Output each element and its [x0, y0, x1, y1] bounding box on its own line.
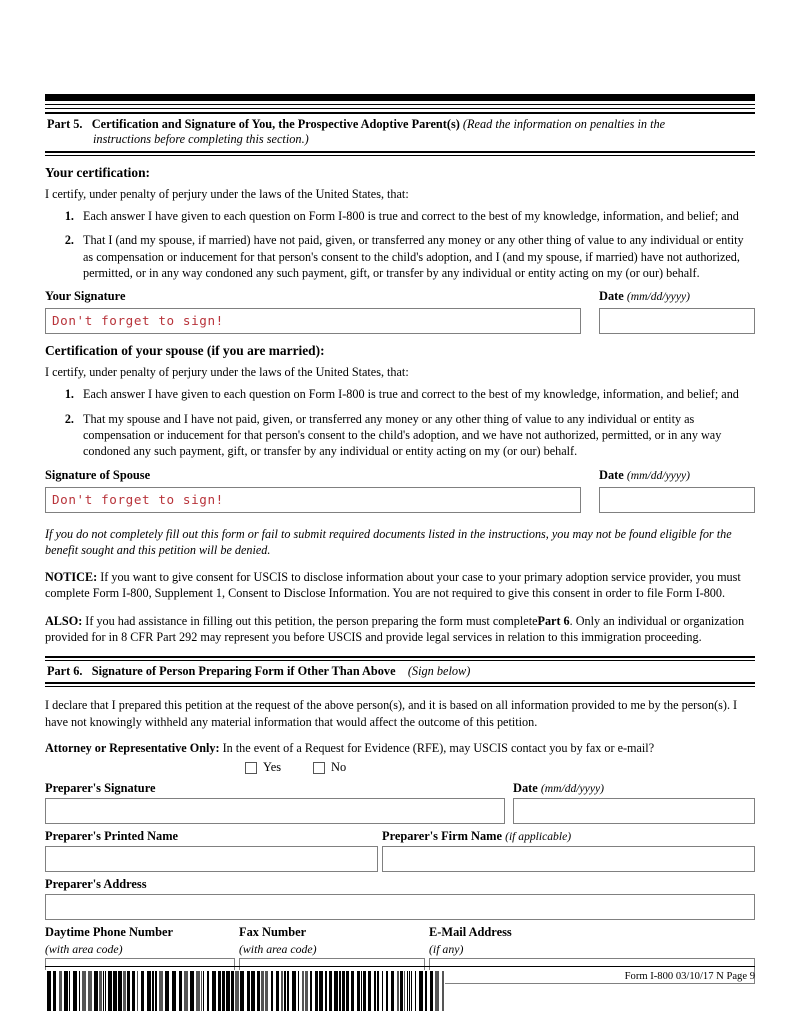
preparer-signature-input[interactable] — [45, 798, 505, 824]
preparer-firm-name-label — [382, 829, 755, 846]
spouse-date-input[interactable] — [599, 487, 755, 513]
preparer-signature-row — [45, 798, 755, 824]
attorney-question-row — [45, 740, 755, 756]
email-note: (if any) — [429, 941, 464, 956]
preparer-name-row — [45, 846, 755, 872]
part5-header-underline — [45, 151, 755, 156]
incomplete-warning: If you do not completely fill out this form or fail to submit required documents listed in the instructions, you may not be found eligible for the benefit sought and this petition will be denied. — [45, 526, 732, 557]
also-text-a: If you had assistance in filling out this petition, the person preparing the form must complete — [85, 613, 538, 628]
part6-header-title: Signature of Person Preparing Form if Other Than Above — [91, 664, 396, 679]
list-item: 2. That my spouse and I have not paid, given, or transferred any money or any other thing of value to any individual or entity as compensation or inducement for that person's consent to the child's adoption, and we have not authorized, permitted, or in any way condoned any such payment, gift, or transfer by any individual or entity acting on my (or our) behalf. — [77, 411, 755, 460]
rule-thick-top — [45, 94, 755, 101]
footer-rule — [45, 966, 755, 967]
preparer-name-labels — [45, 829, 755, 846]
date-format-text: (mm/dd/yyyy) — [626, 290, 690, 304]
preparer-signature-label: Preparer's Signature — [45, 781, 156, 796]
contact-labels-row — [45, 925, 755, 956]
checkbox-no[interactable] — [313, 762, 325, 774]
preparer-printed-name-input[interactable] — [45, 846, 378, 872]
spouse-signature-label: Signature of Spouse — [45, 467, 151, 482]
your-signature-label: Your Signature — [45, 289, 126, 304]
preparer-declaration: I declare that I prepared this petition at the request of the above person(s), and it is based on all information provided to me by the person(s). I have not knowingly withheld any material information that would affect the outcome of this petition. — [45, 698, 738, 729]
notice-label: NOTICE: — [45, 570, 98, 585]
spouse-certification-list — [45, 386, 755, 459]
list-item: 1. Each answer I have given to each question on Form I-800 is true and correct to the best of my knowledge, information, and belief; and — [77, 208, 755, 224]
form-footer-text: Form I-800 03/10/17 N Page 9 — [624, 971, 755, 982]
preparer-address-input[interactable] — [45, 894, 755, 920]
page-content — [45, 94, 755, 984]
preparer-signature-labels — [45, 781, 755, 798]
date-label-text: Date — [599, 467, 624, 482]
checkbox-yes[interactable] — [245, 762, 257, 774]
certify-intro: I certify, under penalty of perjury under the laws of the United States, that: — [45, 186, 409, 201]
attorney-label: Attorney or Representative Only: — [45, 740, 220, 755]
daytime-phone-label: Daytime Phone Number — [45, 924, 174, 939]
preparer-date-input[interactable] — [513, 798, 755, 824]
part6-header-note: (Sign below) — [407, 664, 471, 679]
notice-text: If you want to give consent for USCIS to disclose information about your case to your primary adoption service provider, you must complete Form I-800, Supplement 1, Consent to Disclose Information. You are not required to give this consent in order to file Form I-800. — [45, 570, 741, 601]
email-label: E-Mail Address — [429, 924, 512, 939]
date-format-text: (mm/dd/yyyy) — [540, 782, 604, 796]
your-date-label — [599, 289, 755, 306]
rfe-contact-checkbox-group — [45, 760, 755, 775]
your-signature-row — [45, 308, 755, 334]
top-rule-group — [45, 94, 755, 114]
list-item: 2. That I (and my spouse, if married) have not paid, given, or transferred any money or any other thing of value to any individual or entity as compensation or inducement for that person's consent to the child's adoption, and I (and my spouse, if married) have not authorized, permitted, or in any way condoned any such payment, gift, or transfer by any individual or entity acting on my (or our) behalf. — [77, 232, 755, 281]
your-signature-input[interactable]: Don't forget to sign! — [45, 308, 581, 334]
preparer-printed-name-label: Preparer's Printed Name — [45, 828, 179, 843]
fax-note: (with area code) — [239, 941, 317, 956]
fax-label: Fax Number — [239, 924, 307, 939]
spouse-certify-intro: I certify, under penalty of perjury under the laws of the United States, that: — [45, 365, 409, 380]
barcode-icon — [45, 970, 445, 1012]
also-text-b: . Only an individual or organization provided for in 8 CFR Part 292 may represent you before USCIS and provide legal services in relation to this immigration proceeding. — [45, 613, 745, 644]
notice-paragraph — [45, 569, 755, 601]
part5-header-label: Part 5. — [47, 117, 83, 131]
spouse-date-label — [599, 468, 755, 485]
your-signature-labels — [45, 289, 755, 306]
daytime-phone-label-group — [45, 925, 235, 956]
spouse-certification-heading: Certification of your spouse (if you are married): — [45, 343, 325, 359]
date-label-text: Date — [513, 781, 538, 796]
also-paragraph — [45, 613, 755, 645]
also-label: ALSO: — [45, 613, 83, 628]
also-part6-ref: Part 6 — [537, 613, 570, 628]
preparer-firm-name-input[interactable] — [382, 846, 755, 872]
firm-name-label-text: Preparer's Firm Name — [382, 828, 502, 843]
date-label-text: Date — [599, 289, 624, 304]
daytime-phone-note: (with area code) — [45, 941, 123, 956]
attorney-question: In the event of a Request for Evidence (RFE), may USCIS contact you by fax or e-mail? — [222, 740, 655, 755]
list-item: 1. Each answer I have given to each question on Form I-800 is true and correct to the best of my knowledge, information, and belief; and — [77, 386, 755, 402]
fax-label-group — [239, 925, 425, 956]
preparer-address-label: Preparer's Address — [45, 876, 147, 891]
part5-header-title: Certification and Signature of You, the Prospective Adoptive Parent(s) — [91, 117, 460, 131]
spouse-signature-row — [45, 487, 755, 513]
page-footer — [45, 966, 755, 1016]
part6-header-label: Part 6. — [47, 664, 83, 679]
rule-thin-5 — [45, 686, 755, 687]
part5-header-note-line1: (Read the information on penalties in the — [462, 117, 666, 131]
your-certification-heading: Your certification: — [45, 164, 150, 180]
your-certification-list — [45, 208, 755, 281]
part5-header — [45, 114, 755, 151]
spouse-signature-labels — [45, 468, 755, 485]
rule-thin-3 — [45, 155, 755, 156]
preparer-date-label — [513, 781, 755, 798]
checkbox-yes-label: Yes — [263, 760, 282, 775]
firm-name-note-text: (if applicable) — [505, 829, 572, 843]
date-format-text: (mm/dd/yyyy) — [626, 468, 690, 482]
part5-header-note-line2: instructions before completing this section.) — [93, 132, 309, 147]
your-date-input[interactable] — [599, 308, 755, 334]
checkbox-no-label: No — [331, 760, 347, 775]
spouse-signature-input[interactable]: Don't forget to sign! — [45, 487, 581, 513]
part6-header — [45, 661, 755, 682]
part6-header-underline — [45, 682, 755, 687]
email-label-group — [429, 925, 755, 956]
